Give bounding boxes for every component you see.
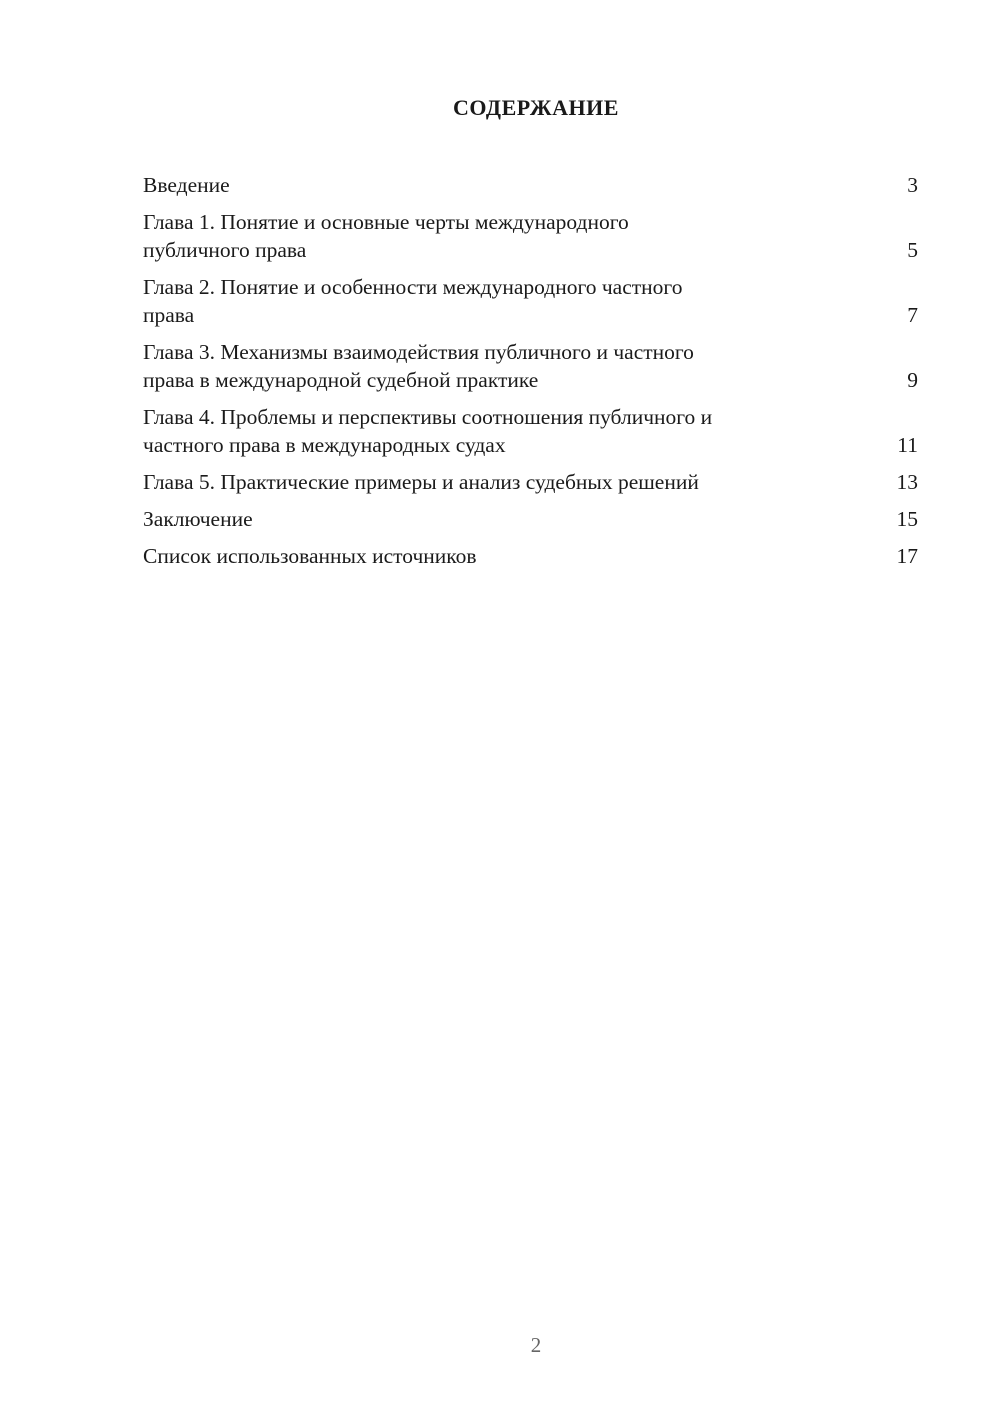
toc-item-label: Заключение [143, 507, 253, 531]
toc-title: СОДЕРЖАНИЕ [453, 95, 619, 120]
toc-item-label: Введение [143, 173, 230, 197]
toc-item-chapter-2 [143, 273, 918, 329]
toc-item-chapter-4 [143, 403, 918, 459]
toc-item-page: 5 [907, 238, 918, 262]
toc-item-chapter-5 [143, 468, 918, 496]
toc-item-references [143, 542, 918, 570]
toc-item-label: Глава 1. Понятие и основные черты международного публичного права [143, 210, 629, 262]
toc-item-label: Глава 2. Понятие и особенности международного частного права [143, 275, 683, 327]
toc-item-chapter-1 [143, 208, 918, 264]
toc-item-page: 13 [896, 470, 918, 494]
toc-item-introduction [143, 171, 918, 199]
toc-item-page: 17 [896, 544, 918, 568]
page-number: 2 [530, 1333, 542, 1357]
toc-item-label: Список использованных источников [143, 544, 477, 568]
toc-item-conclusion [143, 505, 918, 533]
toc-item-label: Глава 4. Проблемы и перспективы соотношения публичного и частного права в международных судах [143, 405, 713, 457]
toc-item-label: Глава 5. Практические примеры и анализ судебных решений [143, 470, 699, 494]
toc-item-label: Глава 3. Механизмы взаимодействия публичного и частного права в международной судебной практике [143, 340, 694, 392]
table-of-contents [143, 171, 918, 579]
toc-item-page: 3 [907, 173, 918, 197]
toc-item-chapter-3 [143, 338, 918, 394]
toc-item-page: 7 [907, 303, 918, 327]
toc-item-page: 9 [907, 368, 918, 392]
toc-item-page: 11 [897, 433, 918, 457]
toc-item-page: 15 [896, 507, 918, 531]
